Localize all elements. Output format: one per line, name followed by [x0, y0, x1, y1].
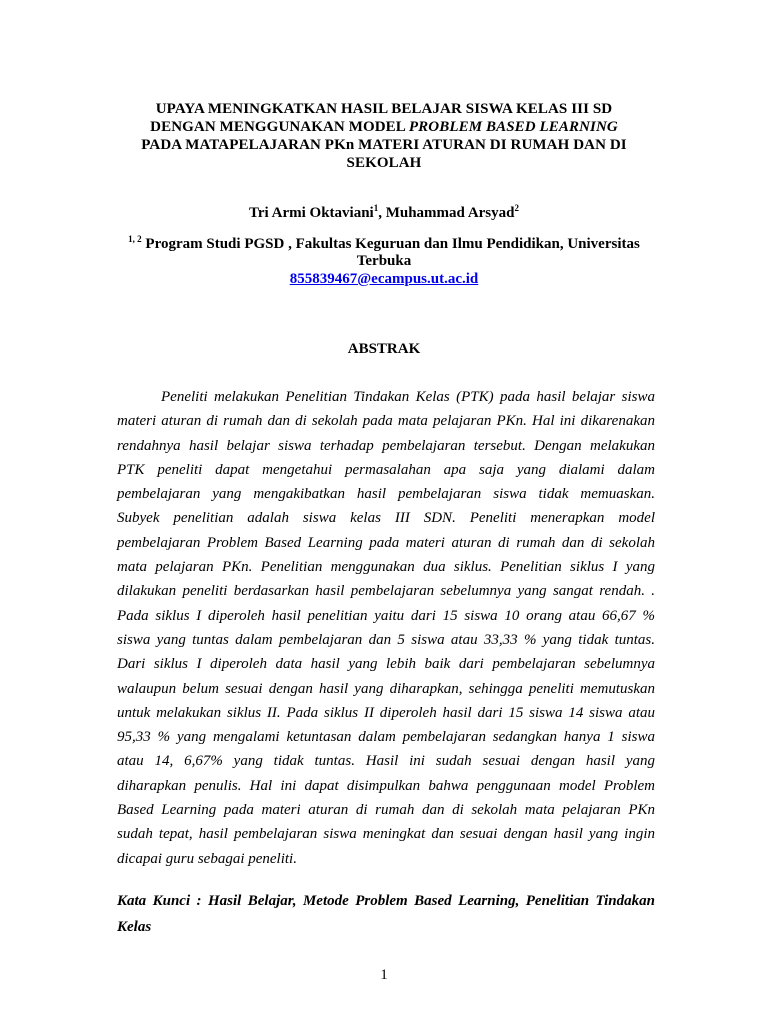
abstract-line: Based Learning pada materi aturan di rumah dan di sekolah mata pelajaran PKn — [117, 802, 655, 819]
author-2-sup: 2 — [514, 203, 519, 213]
abstract-line: walaupun belum sesuai dengan hasil yang diharapkan, sehingga peneliti memutuskan — [117, 680, 655, 697]
title-line-2-italic: PROBLEM BASED LEARNING — [408, 119, 618, 135]
abstract-line: pembelajaran Problem Based Learning pada materi aturan di rumah dan di sekolah — [117, 534, 655, 551]
author-list — [0, 204, 768, 222]
abstract-line: Subyek penelitian adalah siswa kelas III SDN. Peneliti menerapkan model — [117, 510, 655, 527]
abstract-line: Dari siklus I diperoleh data hasil yang lebih baik dari pembelajaran sebelumnya — [117, 656, 655, 673]
abstract-line: rendahnya hasil belajar siswa terhadap pembelajaran tersebut. Dengan melakukan — [117, 437, 655, 454]
abstract-line: siswa yang tuntas dalam pembelajaran dan 5 siswa atau 33,33 % yang tidak tuntas. — [117, 631, 655, 648]
abstract-body — [117, 385, 655, 871]
author-1: Tri Armi Oktaviani — [248, 205, 374, 221]
abstract-line: dilakukan peneliti berdasarkan hasil pembelajaran sebelumnya yang sangat rendah. . — [117, 583, 655, 600]
abstract-line: pembelajaran yang mengakibatkan hasil pembelajaran siswa tidak memuaskan. — [117, 486, 655, 503]
affiliation-sup: 1, 2 — [128, 234, 142, 244]
email-link[interactable]: 855839467@ecampus.ut.ac.id — [289, 271, 479, 287]
affiliation-text-1: Program Studi PGSD , Fakultas Keguruan dan Ilmu Pendidikan, Universitas — [141, 236, 640, 252]
author-2: Muhammad Arsyad — [385, 205, 515, 221]
abstract-line: 95,33 % yang mengalami ketuntasan dalam pembelajaran sedangkan hanya 1 siswa — [117, 729, 655, 746]
author-separator: , — [378, 205, 386, 221]
affiliation-line-1 — [100, 236, 668, 253]
keywords-line-1: Kata Kunci : Hasil Belajar, Metode Problem Based Learning, Penelitian Tindakan — [117, 893, 655, 909]
affiliation — [100, 236, 668, 270]
abstract-line: Peneliti melakukan Penelitian Tindakan Kelas (PTK) pada hasil belajar siswa — [161, 389, 655, 405]
abstract-line: Pada siklus I diperoleh hasil penelitian yaitu dari 15 siswa 10 orang atau 66,67 % — [117, 607, 655, 624]
abstract-line: dicapai guru sebagai peneliti. — [117, 850, 297, 867]
title-line-2-prefix: DENGAN MENGGUNAKAN MODEL — [150, 119, 409, 135]
title-line-2 — [100, 118, 668, 136]
title-line-3: PADA MATAPELAJARAN PKn MATERI ATURAN DI RUMAH DAN DI — [141, 137, 627, 153]
abstract-heading: ABSTRAK — [347, 341, 421, 357]
email-line — [0, 271, 768, 288]
author-1-sup: 1 — [373, 203, 379, 213]
abstract-line: mata pelajaran PKn. Penelitian menggunakan dua siklus. Penelitian siklus I yang — [117, 559, 655, 576]
abstract-line: sudah tepat, hasil pembelajaran siswa meningkat dan sesuai dengan hasil yang ingin — [117, 826, 655, 843]
paper-title — [100, 100, 668, 172]
abstract-line: PTK peneliti dapat mengetahui permasalahan apa saja yang dialami dalam — [117, 461, 655, 478]
title-line-1: UPAYA MENINGKATKAN HASIL BELAJAR SISWA KELAS III SD — [155, 101, 613, 117]
page-number: 1 — [380, 967, 388, 983]
abstract-line: atau 14, 6,67% yang tidak tuntas. Hasil ini sudah sesuai dengan hasil yang — [117, 753, 655, 770]
affiliation-line-2: Terbuka — [356, 253, 412, 269]
abstract-line: materi aturan di rumah dan di sekolah pada mata pelajaran PKn. Hal ini dikarenakan — [117, 413, 655, 430]
keywords-line-2: Kelas — [117, 919, 152, 935]
keywords — [117, 888, 655, 940]
abstract-line: diharapkan penulis. Hal ini dapat disimpulkan bahwa penggunaan model Problem — [117, 777, 655, 794]
abstract-line: untuk melakukan siklus II. Pada siklus II diperoleh hasil dari 15 siswa 14 siswa atau — [117, 704, 655, 721]
title-line-4: SEKOLAH — [346, 155, 422, 171]
